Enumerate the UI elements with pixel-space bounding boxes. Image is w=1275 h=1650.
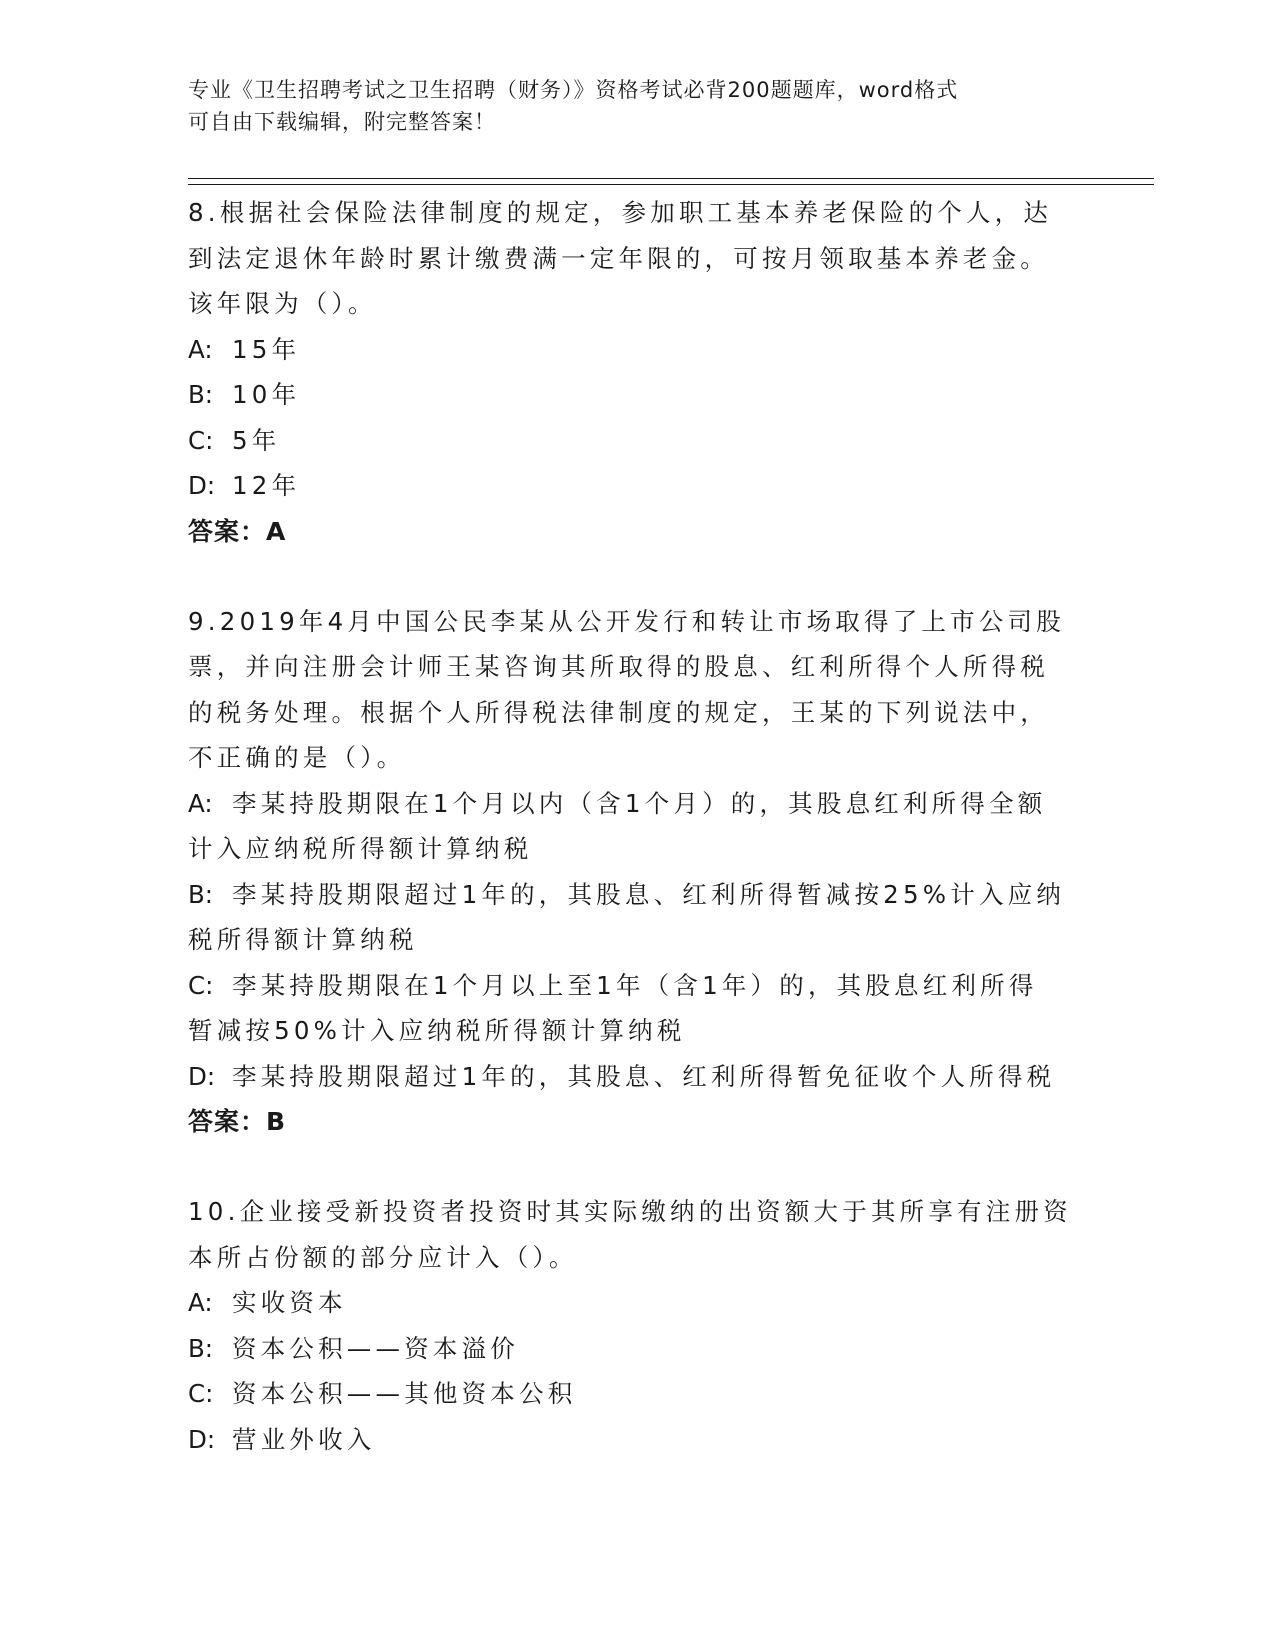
- option-letter: A:: [188, 334, 213, 364]
- option-letter: A:: [188, 788, 213, 818]
- question-text-line: 8.根据社会保险法律制度的规定，参加职工基本养老保险的个人，达: [188, 198, 1053, 227]
- option-letter: B:: [188, 1333, 214, 1363]
- option-text: 资本公积——其他资本公积: [232, 1379, 577, 1408]
- option-text: 实收资本: [232, 1288, 347, 1317]
- header-rule-bottom: [188, 184, 1154, 185]
- option-c-continued: 暂减按50%计入应纳税所得额计算纳税: [188, 1016, 686, 1045]
- option-c: [188, 1371, 1088, 1417]
- document-header: [188, 74, 1088, 138]
- option-d: [188, 463, 1088, 509]
- question-text-line: 9.2019年4月中国公民李某从公开发行和转让市场取得了上市公司股: [188, 606, 1065, 636]
- option-text: 营业外收入: [232, 1424, 376, 1454]
- question-text-line: 到法定退休年龄时累计缴费满一定年限的，可按月领取基本养老金。: [188, 243, 1049, 273]
- option-letter: D:: [188, 471, 216, 500]
- question-text-line: 本所占份额的部分应计入（）。: [188, 1242, 578, 1272]
- answer-line: 答案：A: [188, 516, 287, 546]
- header-line-1: 专业《卫生招聘考试之卫生招聘（财务）》资格考试必背200题题库，word格式: [188, 78, 959, 102]
- option-text: 15年: [232, 334, 301, 364]
- option-letter: B:: [188, 380, 214, 409]
- question-10: [188, 1189, 1088, 1462]
- option-text: 资本公积——资本溢价: [232, 1333, 519, 1363]
- option-letter: C:: [188, 425, 214, 455]
- option-b-continued: 税所得额计算纳税: [188, 925, 418, 954]
- option-a-continued: 计入应纳税所得额计算纳税: [188, 834, 533, 863]
- option-c: [188, 418, 1088, 464]
- question-text-line: 不正确的是（）。: [188, 743, 406, 772]
- answer-line: 答案：B: [188, 1107, 287, 1136]
- option-letter: C:: [188, 1379, 214, 1408]
- question-text-line: 该年限为（）。: [188, 289, 377, 318]
- option-letter: C:: [188, 970, 214, 1000]
- question-list: [188, 190, 1088, 1490]
- header-line-2: 可自由下载编辑，附完整答案！: [188, 110, 496, 134]
- option-c: [188, 963, 1088, 1009]
- question-text-line: 的税务处理。根据个人所得税法律制度的规定，王某的下列说法中，: [188, 697, 1049, 727]
- option-d: [188, 1054, 1088, 1100]
- option-text: 10年: [232, 380, 301, 409]
- option-letter: D:: [188, 1061, 216, 1091]
- option-b: [188, 872, 1088, 918]
- question-9: [188, 599, 1088, 1146]
- option-b: [188, 372, 1088, 418]
- option-text: 李某持股期限超过1年的，其股息、红利所得暂减按25%计入应纳: [232, 879, 1066, 909]
- option-b: [188, 1326, 1088, 1372]
- option-text: 李某持股期限在1个月以上至1年（含1年）的，其股息红利所得: [232, 970, 1038, 1000]
- option-text: 李某持股期限在1个月以内（含1个月）的，其股息红利所得全额: [232, 788, 1047, 818]
- option-letter: A:: [188, 1288, 213, 1317]
- option-a: [188, 781, 1088, 827]
- option-letter: B:: [188, 879, 214, 909]
- option-a: [188, 1280, 1088, 1326]
- option-text: 12年: [232, 471, 301, 500]
- question-8: [188, 190, 1088, 555]
- question-text-line: 10.企业接受新投资者投资时其实际缴纳的出资额大于其所享有注册资: [188, 1197, 1072, 1226]
- question-text-line: 票，并向注册会计师王某咨询其所取得的股息、红利所得个人所得税: [188, 652, 1049, 681]
- option-text: 5年: [232, 425, 281, 455]
- option-letter: D:: [188, 1424, 216, 1454]
- option-a: [188, 327, 1088, 373]
- option-text: 李某持股期限超过1年的，其股息、红利所得暂免征收个人所得税: [232, 1061, 1056, 1091]
- option-d: [188, 1417, 1088, 1463]
- header-rule-top: [188, 178, 1154, 179]
